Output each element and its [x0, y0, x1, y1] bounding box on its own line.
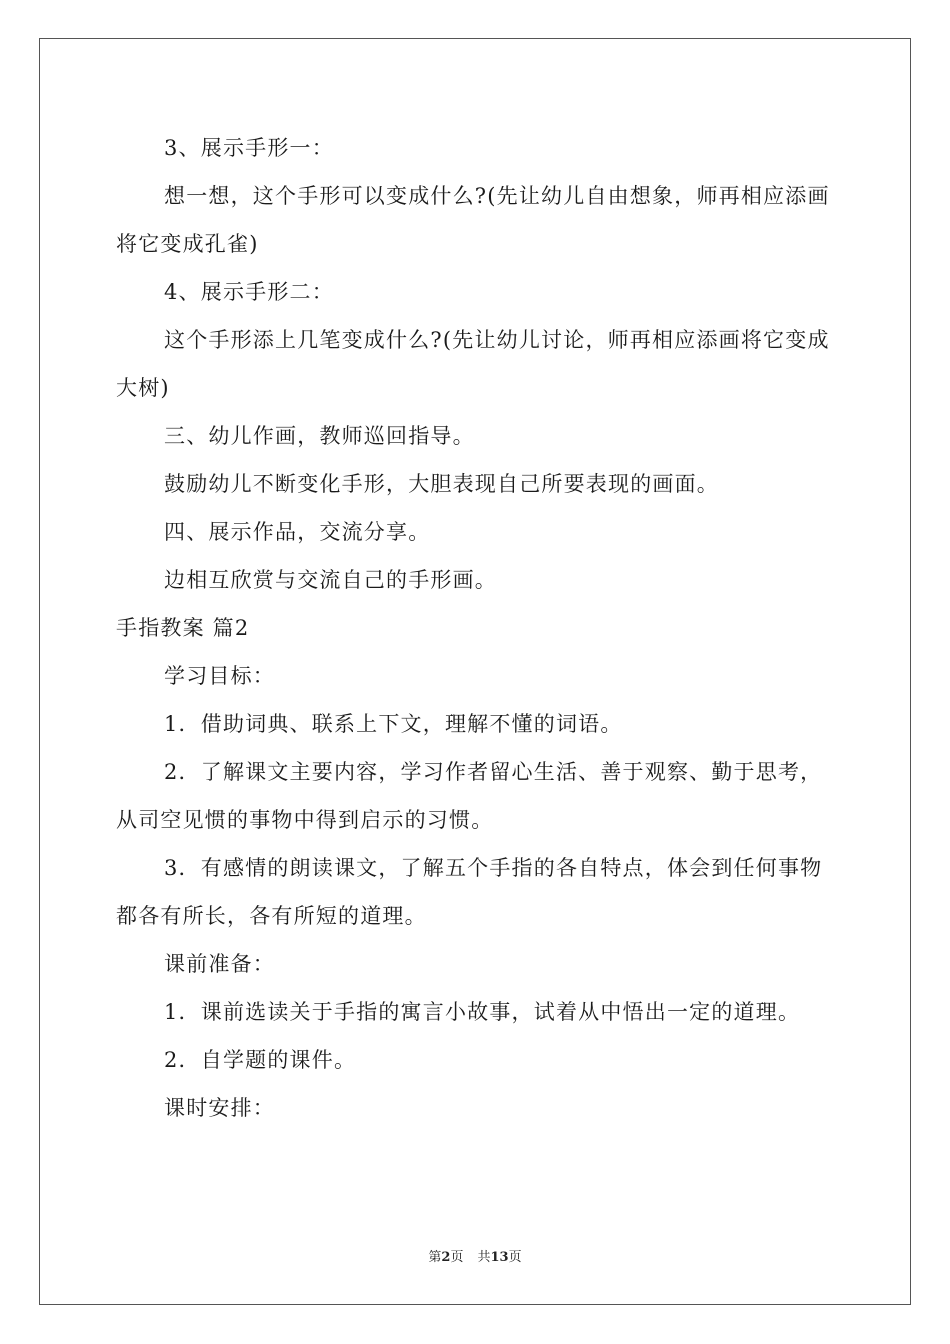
footer-total-pages: 13 [490, 1250, 509, 1265]
paragraph-objective-1: 1．借助词典、联系上下文，理解不懂的词语。 [164, 712, 623, 736]
page-footer [0, 1246, 950, 1265]
footer-page-number: 2 [441, 1250, 451, 1265]
paragraph-preparation-title: 课前准备： [164, 952, 275, 976]
paragraph-section-4: 四、展示作品，交流分享。 [164, 520, 431, 544]
paragraph-section-4-detail: 边相互欣赏与交流自己的手形画。 [164, 568, 497, 592]
paragraph-section-3: 三、幼儿作画，教师巡回指导。 [164, 424, 475, 448]
footer-page-suffix: 页 [450, 1250, 464, 1265]
paragraph-objective-3: 3．有感情的朗读课文，了解五个手指的各自特点，体会到任何事物都各有所长，各有所短的道理。 [116, 856, 823, 928]
paragraph-step-4-detail: 这个手形添上几笔变成什么?(先让幼儿讨论，师再相应添画将它变成大树) [116, 328, 830, 400]
paragraph-step-4: 4、展示手形二： [164, 280, 334, 304]
paragraph-preparation-2: 2．自学题的课件。 [164, 1048, 357, 1072]
paragraph-step-3: 3、展示手形一： [164, 136, 334, 160]
paragraph-schedule-title: 课时安排： [164, 1096, 275, 1120]
paragraph-objectives-title: 学习目标： [164, 664, 275, 688]
footer-total-prefix: 共 [477, 1250, 491, 1265]
paragraph-section-3-detail: 鼓励幼儿不断变化手形，大胆表现自己所要表现的画面。 [164, 472, 719, 496]
paragraph-preparation-1: 1．课前选读关于手指的寓言小故事，试着从中悟出一定的道理。 [164, 1000, 801, 1024]
paragraph-objective-2: 2．了解课文主要内容，学习作者留心生活、善于观察、勤于思考，从司空见惯的事物中得到启示的习惯。 [116, 760, 823, 832]
footer-page-prefix: 第 [428, 1250, 442, 1265]
footer-total-suffix: 页 [508, 1250, 522, 1265]
section-heading: 手指教案 篇2 [116, 616, 250, 640]
document-body [116, 124, 836, 1132]
paragraph-step-3-detail: 想一想，这个手形可以变成什么?(先让幼儿自由想象，师再相应添画将它变成孔雀) [116, 184, 830, 256]
